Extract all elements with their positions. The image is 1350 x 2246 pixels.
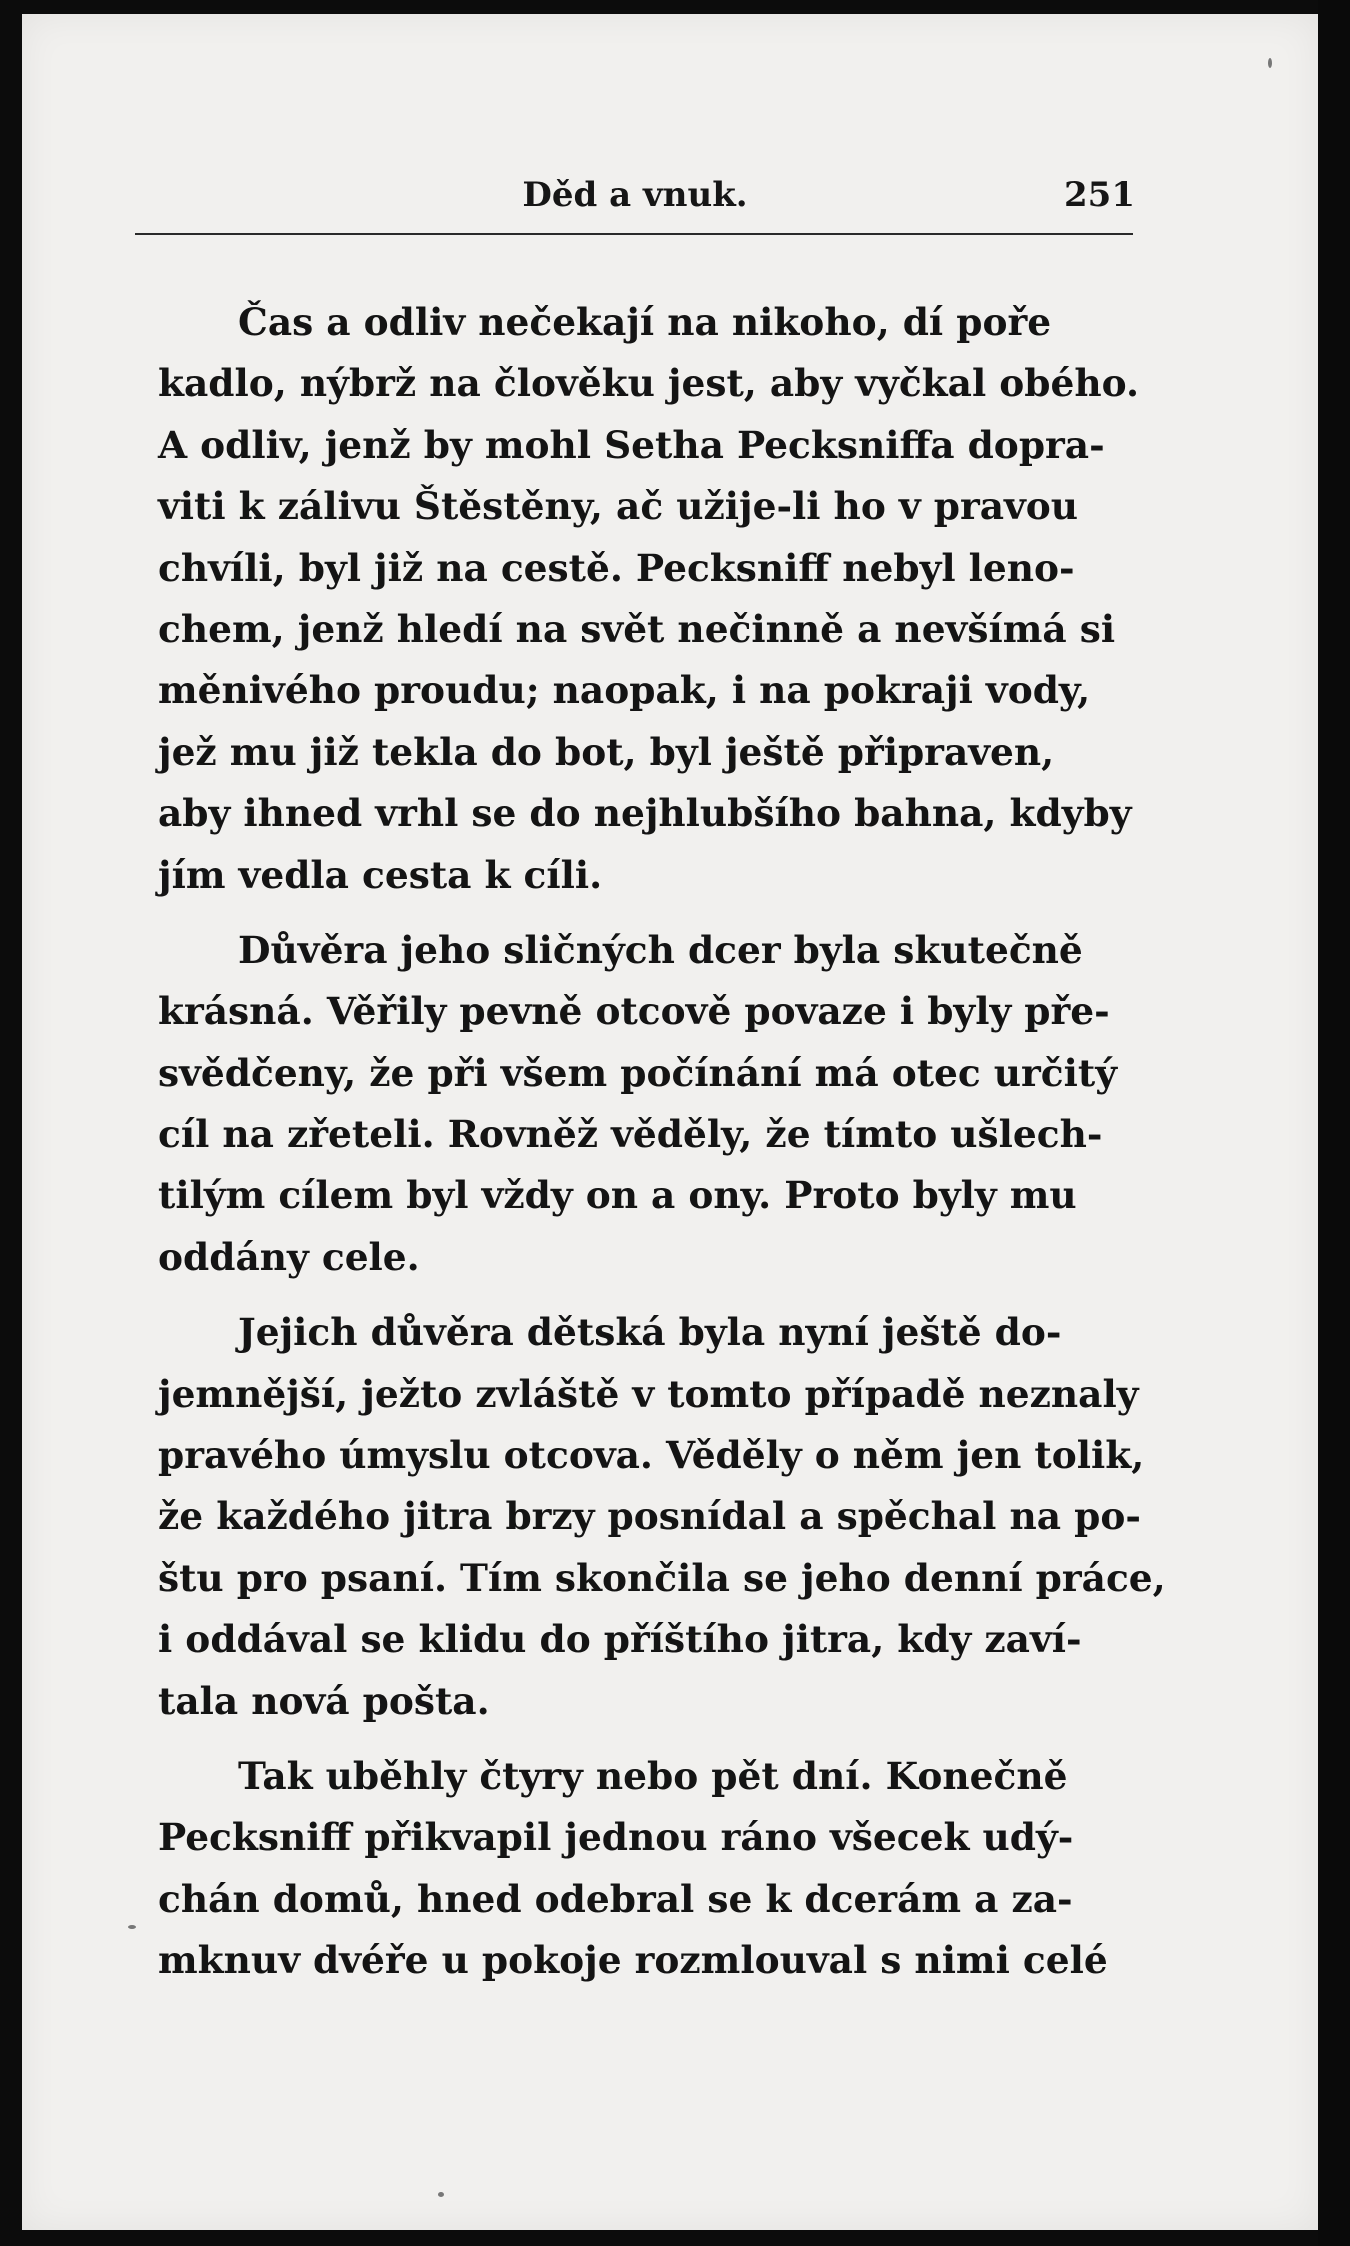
text-line: že každého jitra brzy posnídal a spěchal na po- — [158, 1494, 1141, 1539]
text-line: měnivého proudu; naopak, i na pokraji vody, — [158, 668, 1091, 713]
text-line: tala nová pošta. — [158, 1678, 490, 1723]
text-line: chvíli, byl již na cestě. Pecksniff nebyl leno- — [158, 545, 1075, 590]
text-line: i oddával se klidu do příštího jitra, kdy zaví- — [158, 1617, 1082, 1662]
text-line: cíl na zřeteli. Rovněž věděly, že tímto ušlech- — [158, 1112, 1103, 1157]
text-line: štu pro psaní. Tím skončila se jeho denní práce, — [158, 1555, 1166, 1600]
text-line: chem, jenž hledí na svět nečinně a nevšímá si — [158, 606, 1116, 651]
header-rule — [135, 233, 1133, 235]
text-line: viti k zálivu Štěstěny, ač užije-li ho v pravou — [158, 484, 1079, 529]
page-number: 251 — [1064, 175, 1135, 215]
text-line: mknuv dvéře u pokoje rozmlouval s nimi celé — [158, 1938, 1108, 1983]
text-line: chán domů, hned odebral se k dcerám a za- — [158, 1876, 1073, 1921]
scan-speck — [1268, 58, 1272, 68]
running-title: Děd a vnuk. — [522, 175, 748, 215]
text-line: Tak uběhly čtyry nebo pět dní. Konečně — [238, 1753, 1068, 1798]
text-line: Čas a odliv nečekají na nikoho, dí poře — [238, 300, 1052, 344]
text-line: kadlo, nýbrž na člověku jest, aby vyčkal obého. — [158, 361, 1140, 406]
scan-border — [1318, 0, 1350, 2246]
paragraph-gap — [158, 1732, 1148, 1746]
text-line: A odliv, jenž by mohl Setha Pecksniffa dopra- — [158, 422, 1105, 467]
text-line: aby ihned vrhl se do nejhlubšího bahna, kdyby — [158, 791, 1132, 836]
text-line: krásná. Věřily pevně otcově povaze i byly pře- — [158, 989, 1110, 1034]
text-line: jím vedla cesta k cíli. — [158, 852, 603, 897]
paragraph-4 — [158, 1746, 1148, 1992]
paragraph-2 — [158, 920, 1148, 1288]
text-line: Důvěra jeho sličných dcer byla skutečně — [238, 927, 1083, 972]
paragraph-gap — [158, 1288, 1148, 1302]
scan-speck — [128, 1925, 136, 1929]
text-line: pravého úmyslu otcova. Věděly o něm jen tolik, — [158, 1433, 1145, 1478]
page-header — [135, 175, 1135, 225]
paragraph-3 — [158, 1302, 1166, 1732]
scan-speck — [438, 2192, 444, 2197]
text-line: svědčeny, že při všem počínání má otec určitý — [158, 1050, 1117, 1095]
text-line: jež mu již tekla do bot, byl ještě připraven, — [158, 729, 1055, 774]
text-line: oddány cele. — [158, 1234, 420, 1279]
text-line: jemnější, ježto zvláště v tomto případě neznaly — [158, 1371, 1139, 1416]
text-line: Jejich důvěra dětská byla nyní ještě do- — [238, 1310, 1062, 1355]
paragraph-gap — [158, 906, 1148, 920]
paragraph-1 — [158, 292, 1148, 906]
text-line: Pecksniff přikvapil jednou ráno všecek udý- — [158, 1815, 1074, 1860]
body-text — [158, 292, 1166, 1992]
text-line: tilým cílem byl vždy on a ony. Proto byly mu — [158, 1173, 1077, 1218]
